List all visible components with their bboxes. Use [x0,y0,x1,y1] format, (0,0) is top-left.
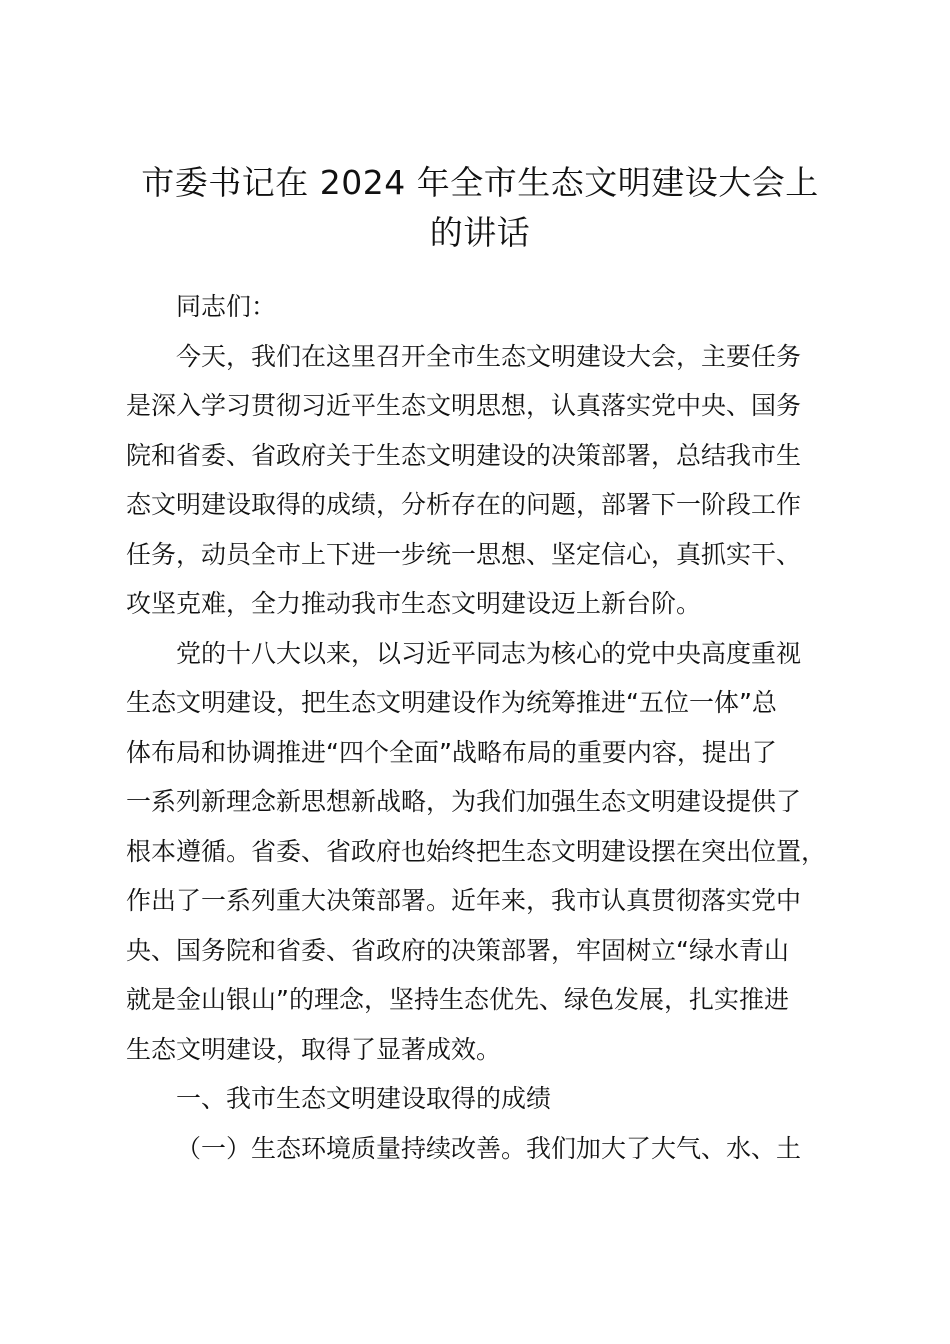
body-line: 任务，动员全市上下进一步统一思想、坚定信心，真抓实干、 [126,539,802,569]
body-line: 是深入学习贯彻习近平生态文明思想，认真落实党中央、国务 [126,391,802,420]
body-line: 党的十八大以来，以习近平同志为核心的党中央高度重视 [176,638,802,668]
body-line: 央、国务院和省委、省政府的决策部署，牢固树立“绿水青山 [126,935,789,965]
body-line: 生态文明建设，取得了显著成效。 [126,1034,502,1064]
body-line: 态文明建设取得的成绩，分析存在的问题，部署下一阶段工作 [126,490,802,519]
body-line: 一、我市生态文明建设取得的成绩 [176,1084,552,1113]
body-line: 生态文明建设，把生态文明建设作为统筹推进“五位一体”总 [126,688,777,717]
body-line: 同志们： [176,292,277,321]
body-line: 就是金山银山”的理念，坚持生态优先、绿色发展，扎实推进 [126,985,789,1014]
body-line: 体布局和协调推进“四个全面”战略布局的重要内容，提出了 [126,737,777,767]
body-line: 根本遵循。省委、省政府也始终把生态文明建设摆在突出位置， [126,836,827,866]
body-line: 一系列新理念新思想新战略，为我们加强生态文明建设提供了 [126,787,802,816]
document-title-line-2: 的讲话 [429,213,531,252]
body-line: 作出了一系列重大决策部署。近年来，我市认真贯彻落实党中 [126,886,802,915]
body-line: 今天，我们在这里召开全市生态文明建设大会，主要任务 [176,341,802,371]
body-line: （一）生态环境质量持续改善。我们加大了大气、水、土 [176,1133,802,1163]
body-line: 院和省委、省政府关于生态文明建设的决策部署，总结我市生 [126,440,802,470]
body-line: 攻坚克难，全力推动我市生态文明建设迈上新台阶。 [126,589,702,618]
document-title-line-1: 市委书记在 2024 年全市生态文明建设大会上 [141,163,819,202]
